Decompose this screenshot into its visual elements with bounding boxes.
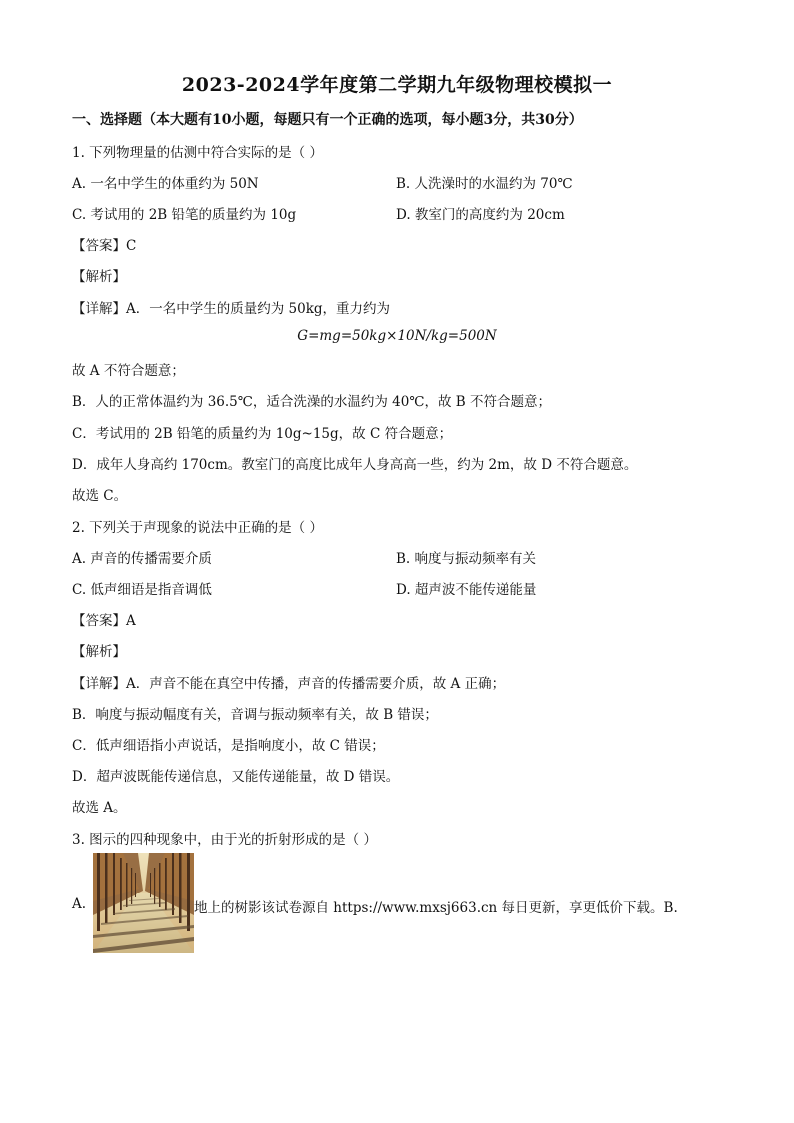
q1-line-2: B．人的正常体温约为 36.5℃，适合洗澡的水温约为 40℃，故 B 不符合题意； [72, 394, 551, 410]
q1-formula: G=mg=50kg×10N/kg=500N [297, 328, 497, 344]
q2-option-a: A. 声音的传播需要介质 [72, 551, 212, 567]
section-header: 一、选择题（本大题有10小题，每题只有一个正确的选项，每小题3分，共30分） [72, 112, 583, 128]
q2-conclusion: 故选 A。 [72, 800, 127, 816]
q1-stem: 1. 下列物理量的估测中符合实际的是（ ） [72, 145, 323, 161]
q1-detail: 【详解】A．一名中学生的质量约为 50kg，重力约为 [72, 301, 391, 317]
q2-option-d: D. 超声波不能传递能量 [396, 582, 537, 598]
q2-option-c: C. 低声细语是指音调低 [72, 582, 212, 598]
q2-stem: 2. 下列关于声现象的说法中正确的是（ ） [72, 520, 323, 536]
q3-stem: 3. 图示的四种现象中，由于光的折射形成的是（ ） [72, 832, 377, 848]
q1-option-b: B. 人洗澡时的水温约为 70℃ [396, 176, 573, 192]
q1-analysis-label: 【解析】 [72, 269, 126, 285]
q3-option-a-label: A. [72, 896, 87, 912]
q1-line-3: C．考试用的 2B 铅笔的质量约为 10g~15g，故 C 符合题意； [72, 426, 453, 442]
q2-detail: 【详解】A．声音不能在真空中传播，声音的传播需要介质，故 A 正确； [72, 676, 506, 692]
q2-answer: 【答案】A [72, 613, 136, 629]
q3-option-a-text: 地上的树影该试卷源自 https://www.mxsj663.cn 每日更新，享更低价下载。B. [194, 900, 678, 916]
q2-analysis-label: 【解析】 [72, 644, 126, 660]
q1-option-a: A. 一名中学生的体重约为 50N [72, 176, 259, 192]
q1-line-4: D．成年人身高约 170cm。教室门的高度比成年人身高高一些，约为 2m，故 D 不符合题意。 [72, 457, 638, 473]
q2-line-3: D．超声波既能传递信息，又能传递能量，故 D 错误。 [72, 769, 400, 785]
q1-line-1: 故 A 不符合题意； [72, 363, 185, 379]
q1-answer: 【答案】C [72, 238, 137, 254]
q1-conclusion: 故选 C。 [72, 488, 128, 504]
q2-line-2: C．低声细语指小声说话，是指响度小，故 C 错误； [72, 738, 385, 754]
exam-title: 2023-2024学年度第二学期九年级物理校模拟一 [181, 74, 613, 96]
tree-shadow-photo [93, 853, 194, 953]
q1-option-d: D. 教室门的高度约为 20cm [396, 207, 565, 223]
q2-option-b: B. 响度与振动频率有关 [396, 551, 537, 567]
q1-option-c: C. 考试用的 2B 铅笔的质量约为 10g [72, 207, 297, 223]
q2-line-1: B．响度与振动幅度有关，音调与振动频率有关，故 B 错误； [72, 707, 438, 723]
